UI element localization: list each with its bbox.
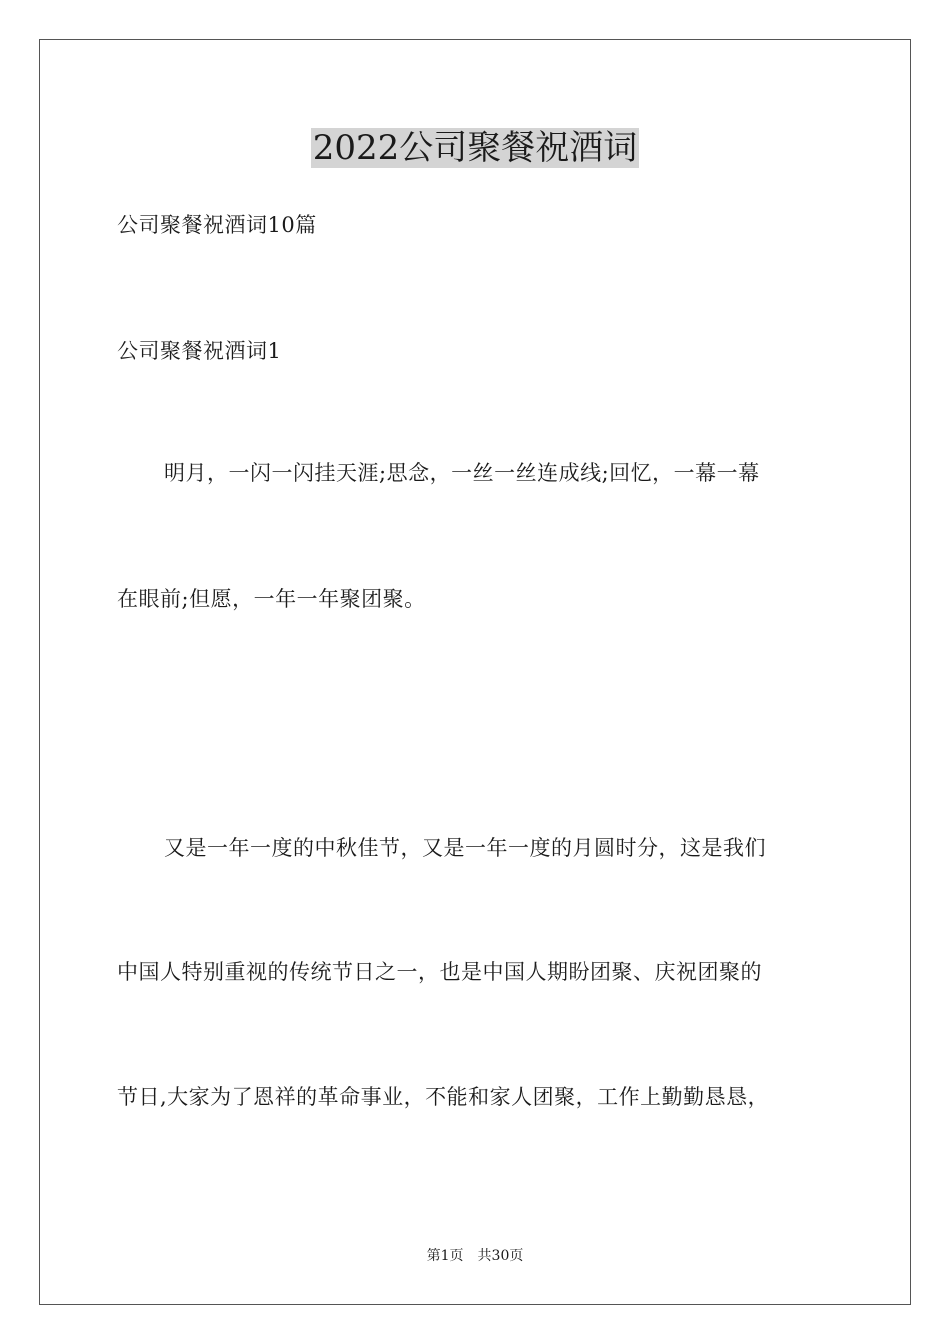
document-title-text: 2022公司聚餐祝酒词 [312,128,638,168]
paragraph-1-line-2: 在眼前;但愿，一年一年聚团聚。 [117,587,426,611]
page-number-footer: 第1页 共30页 [426,1248,524,1264]
document-title [0,126,950,170]
paragraph-2-line-3: 节日,大家为了恩祥的革命事业，不能和家人团聚，工作上勤勤恳恳， [117,1085,770,1109]
paragraph-2-line-1: 又是一年一度的中秋佳节，又是一年一度的月圆时分，这是我们 [164,836,766,860]
paragraph-1-line-1: 明月，一闪一闪挂天涯;思念，一丝一丝连成线;回忆，一幕一幕 [164,461,760,485]
document-subtitle: 公司聚餐祝酒词10篇 [117,213,317,237]
section-heading: 公司聚餐祝酒词1 [117,339,282,363]
paragraph-2-line-2: 中国人特别重视的传统节日之一，也是中国人期盼团聚、庆祝团聚的 [117,960,762,984]
